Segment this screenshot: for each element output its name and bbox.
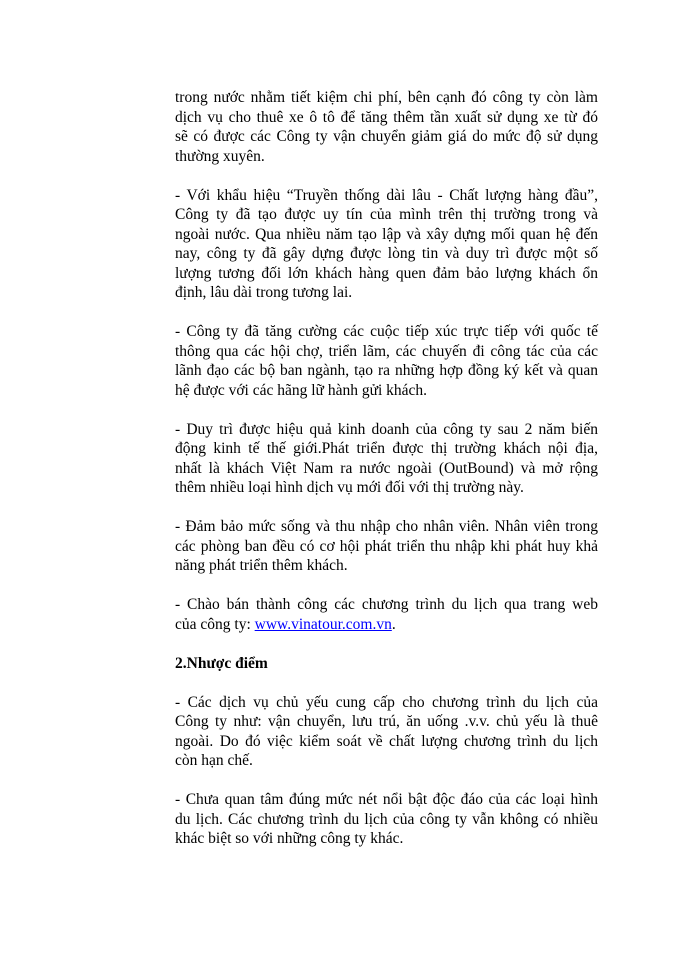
- text-line: - Các dịch vụ chủ yếu cung cấp cho chương trình du lịch của: [175, 693, 598, 711]
- text-line: nhất là khách Việt Nam ra nước ngoài (OutBound) và mở rộng: [175, 459, 598, 477]
- text-line: - Duy trì được hiệu quả kinh doanh của công ty sau 2 năm biến: [175, 420, 598, 438]
- text-line: ngoài nước. Qua nhiều năm tạo lập và xây dựng mối quan hệ đến: [175, 225, 598, 243]
- paragraph: [175, 595, 598, 634]
- text-line: còn hạn chế.: [175, 752, 253, 769]
- paragraph: [175, 322, 598, 400]
- text-line: Công ty đã tạo được uy tín của mình trên thị trường trong và: [175, 206, 598, 223]
- text-line: lượng tương đối lớn khách hàng quen đảm bảo lượng khách ổn: [175, 264, 598, 282]
- text-line: hệ được với các hãng lữ hành gửi khách.: [175, 381, 428, 399]
- document-page: [175, 88, 598, 849]
- paragraph: [175, 693, 598, 771]
- text-line: lãnh đạo các bộ ban ngành, tạo ra những hợp đồng ký kết và quan: [175, 362, 598, 379]
- paragraph: [175, 517, 598, 576]
- paragraph: [175, 186, 598, 303]
- text-line: - Đảm bảo mức sống và thu nhập cho nhân viên. Nhân viên trong: [175, 518, 598, 535]
- text-line: các phòng ban đều có cơ hội phát triển thu nhập khi phát huy khả: [175, 537, 598, 555]
- text: của công ty:: [175, 615, 255, 633]
- text-line: Công ty như: vận chuyển, lưu trú, ăn uống .v.v. chủ yếu là thuê: [175, 713, 598, 730]
- text-line: - Công ty đã tăng cường các cuộc tiếp xúc trực tiếp với quốc tế: [175, 323, 598, 340]
- text-line: - Chưa quan tâm đúng mức nét nổi bật độc đáo của các loại hình: [175, 791, 598, 808]
- disadvantages-section: [175, 693, 598, 849]
- text-line: khác biệt so với những công ty khác.: [175, 830, 404, 847]
- paragraph: [175, 790, 598, 849]
- text-line: ngoài. Do đó việc kiểm soát về chất lượng chương trình du lịch: [175, 732, 598, 750]
- text-line: nay, công ty đã gây dựng được lòng tin và duy trì được một số: [175, 245, 598, 262]
- paragraph: [175, 420, 598, 498]
- text-line: dịch vụ cho thuê xe ô tô để tăng thêm tần xuất sử dụng xe từ đó: [175, 108, 598, 126]
- advantages-section: [175, 88, 598, 595]
- text-line: định, lâu dài trong tương lai.: [175, 284, 353, 301]
- text-line: năng phát triển thêm khách.: [175, 557, 348, 574]
- paragraph: [175, 88, 598, 166]
- text-line: [175, 615, 598, 635]
- text-line: trong nước nhằm tiết kiệm chi phí, bên cạnh đó công ty còn làm: [175, 89, 598, 106]
- section-heading: 2.Nhược điểm: [175, 654, 268, 672]
- text: .: [391, 615, 396, 633]
- text-line: - Chào bán thành công các chương trình du lịch qua trang web: [175, 596, 598, 613]
- text-line: - Với khẩu hiệu “Truyền thống dài lâu - Chất lượng hàng đầu”,: [175, 186, 598, 204]
- text-line: động kinh tế thế giới.Phát triển được thị trường khách nội địa,: [175, 440, 598, 457]
- website-link[interactable]: www.vinatour.com.vn: [254, 615, 392, 633]
- text-line: du lịch. Các chương trình du lịch của công ty vẫn không có nhiều: [175, 810, 598, 828]
- text-line: sẽ có được các Công ty vận chuyển giảm giá do mức độ sử dụng: [175, 128, 598, 145]
- text-line: thêm nhiều loại hình dịch vụ mới đối với thị trường này.: [175, 479, 524, 496]
- text-line: thường xuyên.: [175, 147, 265, 165]
- text-line: thông qua các hội chợ, triển lãm, các chuyến đi công tác của các: [175, 342, 598, 360]
